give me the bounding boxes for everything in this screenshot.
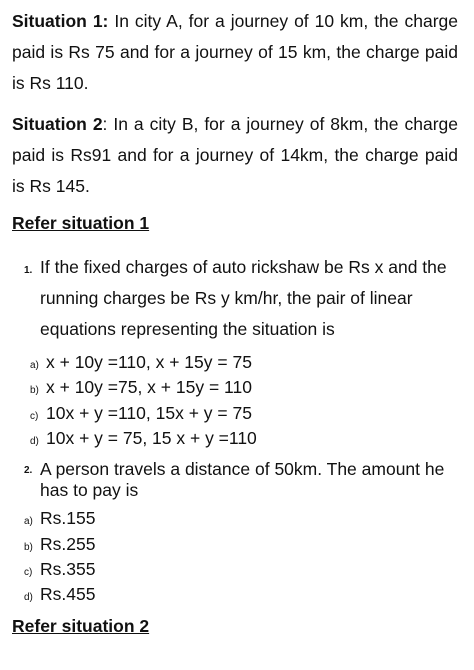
option-text: Rs.155 [40, 508, 96, 528]
option-text: 10x + y = 75, 15 x + y =110 [46, 428, 257, 448]
option-letter: d) [30, 436, 39, 447]
option-letter: a) [24, 516, 33, 527]
situation-1-label: Situation 1: [12, 11, 109, 31]
option-letter: d) [24, 592, 33, 603]
question-2-number: 2. [24, 465, 33, 476]
situation-2-paragraph [12, 109, 458, 202]
question-1-text: If the fixed charges of auto rickshaw be Rs x and the running charges be Rs y km/hr, the pair of linear equations representing the situation is [40, 257, 447, 339]
situation-1-text: In city A, for a journey of 10 km, the charge paid is Rs 75 and for a journey of 15 km, the charge paid is Rs 110. [12, 11, 458, 93]
option-text: x + 10y =75, x + 15y = 110 [46, 377, 252, 397]
question-2-option-a [24, 506, 95, 534]
question-1-option-c [30, 401, 252, 429]
option-text: Rs.255 [40, 534, 96, 554]
question-2-option-b [24, 532, 95, 560]
option-letter: b) [24, 542, 33, 553]
option-letter: b) [30, 385, 39, 396]
option-text: 10x + y =110, 15x + y = 75 [46, 403, 252, 423]
question-2-option-c [24, 557, 95, 585]
option-text: Rs.355 [40, 559, 96, 579]
refer-situation-2-heading: Refer situation 2 [12, 616, 150, 636]
option-letter: c) [30, 411, 39, 422]
option-letter: c) [24, 567, 33, 578]
option-text: Rs.455 [40, 584, 96, 604]
option-letter: a) [30, 360, 39, 371]
question-1-option-b [30, 375, 252, 403]
question-1-option-a [30, 350, 252, 378]
situation-1-paragraph [12, 6, 458, 99]
question-1-number: 1. [24, 265, 33, 276]
question-2-text: A person travels a distance of 50km. The amount he has to pay is [40, 459, 445, 500]
option-text: x + 10y =110, x + 15y = 75 [46, 352, 252, 372]
refer-situation-1-heading: Refer situation 1 [12, 213, 150, 233]
question-1-option-d [30, 426, 257, 454]
situation-2-label: Situation 2 [12, 114, 103, 134]
situation-2-text: : In a city B, for a journey of 8km, the charge paid is Rs91 and for a journey of 14km, the charge paid is Rs 145. [12, 114, 458, 196]
question-2-option-d [24, 582, 95, 610]
